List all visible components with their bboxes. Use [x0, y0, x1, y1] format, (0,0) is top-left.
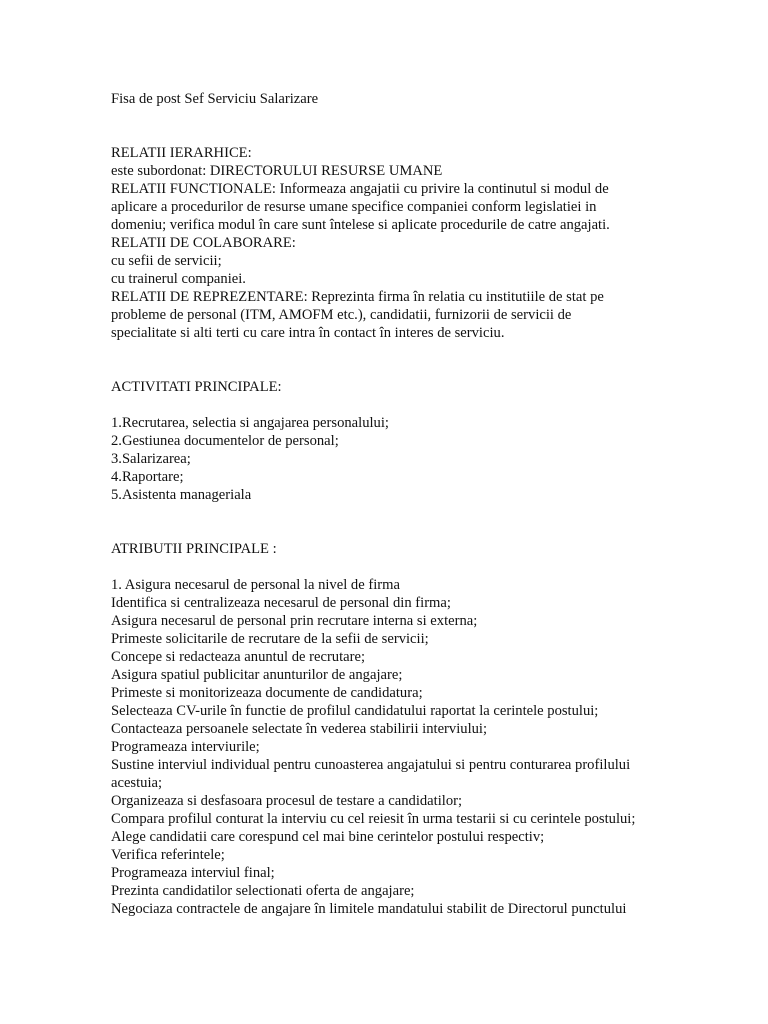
- atributie-item: Primeste solicitarile de recrutare de la sefii de servicii;: [111, 631, 429, 647]
- activitati-section: [111, 378, 731, 504]
- spacer: [111, 342, 731, 378]
- document-content: [111, 90, 731, 918]
- activitate-item: 5.Asistenta manageriala: [111, 487, 252, 503]
- atributie-item: Verifica referintele;: [111, 847, 225, 863]
- relatii-reprezentare-line: specialitate si alti terti cu care intra în contact în interes de serviciu.: [111, 325, 505, 341]
- spacer: [111, 396, 731, 414]
- activitate-item: 1.Recrutarea, selectia si angajarea personalului;: [111, 415, 389, 431]
- activitate-item: 3.Salarizarea;: [111, 451, 191, 467]
- relatii-functionale-line: aplicare a procedurilor de resurse umane specifice companiei conform legislatiei in: [111, 199, 597, 215]
- atributie-item: Concepe si redacteaza anuntul de recrutare;: [111, 649, 366, 665]
- spacer: [111, 504, 731, 540]
- relatii-functionale-line: domeniu; verifica modul în care sunt întelese si aplicate procedurile de catre angajati.: [111, 217, 610, 233]
- relatii-reprezentare-line: probleme de personal (ITM, AMOFM etc.), candidatii, furnizorii de servicii de: [111, 307, 572, 323]
- spacer: [111, 558, 731, 576]
- atributie-item: Prezinta candidatilor selectionati oferta de angajare;: [111, 883, 415, 899]
- atributie-item: 1. Asigura necesarul de personal la nivel de firma: [111, 577, 400, 593]
- relatii-functionale-line: RELATII FUNCTIONALE: Informeaza angajatii cu privire la continutul si modul de: [111, 181, 609, 197]
- atributie-item: Alege candidatii care corespund cel mai bine cerintelor postului respectiv;: [111, 829, 545, 845]
- relatii-section: [111, 144, 731, 342]
- atributii-heading: ATRIBUTII PRINCIPALE :: [111, 541, 277, 557]
- atributie-item: Programeaza interviul final;: [111, 865, 275, 881]
- atributie-item: acestuia;: [111, 775, 163, 791]
- relatii-reprezentare-line: RELATII DE REPREZENTARE: Reprezinta firma în relatia cu institutiile de stat pe: [111, 289, 604, 305]
- atributie-item: Contacteaza persoanele selectate în vederea stabilirii interviului;: [111, 721, 488, 737]
- atributie-item: Negociaza contractele de angajare în limitele mandatului stabilit de Directorul punctului: [111, 901, 627, 917]
- relatii-ierarhice-heading: RELATII IERARHICE:: [111, 145, 252, 161]
- document-title: Fisa de post Sef Serviciu Salarizare: [111, 91, 319, 107]
- colaborare-item: cu trainerul companiei.: [111, 271, 246, 287]
- atributie-item: Compara profilul conturat la interviu cu cel reiesit în urma testarii si cu cerintele postului;: [111, 811, 636, 827]
- colaborare-item: cu sefii de servicii;: [111, 253, 222, 269]
- subordonat-line: este subordonat: DIRECTORULUI RESURSE UMANE: [111, 163, 443, 179]
- atributie-item: Asigura spatiul publicitar anunturilor de angajare;: [111, 667, 403, 683]
- atributie-item: Programeaza interviurile;: [111, 739, 260, 755]
- activitati-heading: ACTIVITATI PRINCIPALE:: [111, 379, 282, 395]
- atributie-item: Selecteaza CV-urile în functie de profilul candidatului raportat la cerintele postului;: [111, 703, 599, 719]
- atributie-item: Organizeaza si desfasoara procesul de testare a candidatilor;: [111, 793, 463, 809]
- atributie-item: Sustine interviul individual pentru cunoasterea angajatului si pentru conturarea profilului: [111, 757, 631, 773]
- atributie-item: Asigura necesarul de personal prin recrutare interna si externa;: [111, 613, 478, 629]
- atributie-item: Primeste si monitorizeaza documente de candidatura;: [111, 685, 423, 701]
- atributii-section: [111, 540, 731, 918]
- atributie-item: Identifica si centralizeaza necesarul de personal din firma;: [111, 595, 451, 611]
- relatii-colaborare-heading: RELATII DE COLABORARE:: [111, 235, 296, 251]
- activitate-item: 4.Raportare;: [111, 469, 184, 485]
- activitate-item: 2.Gestiunea documentelor de personal;: [111, 433, 339, 449]
